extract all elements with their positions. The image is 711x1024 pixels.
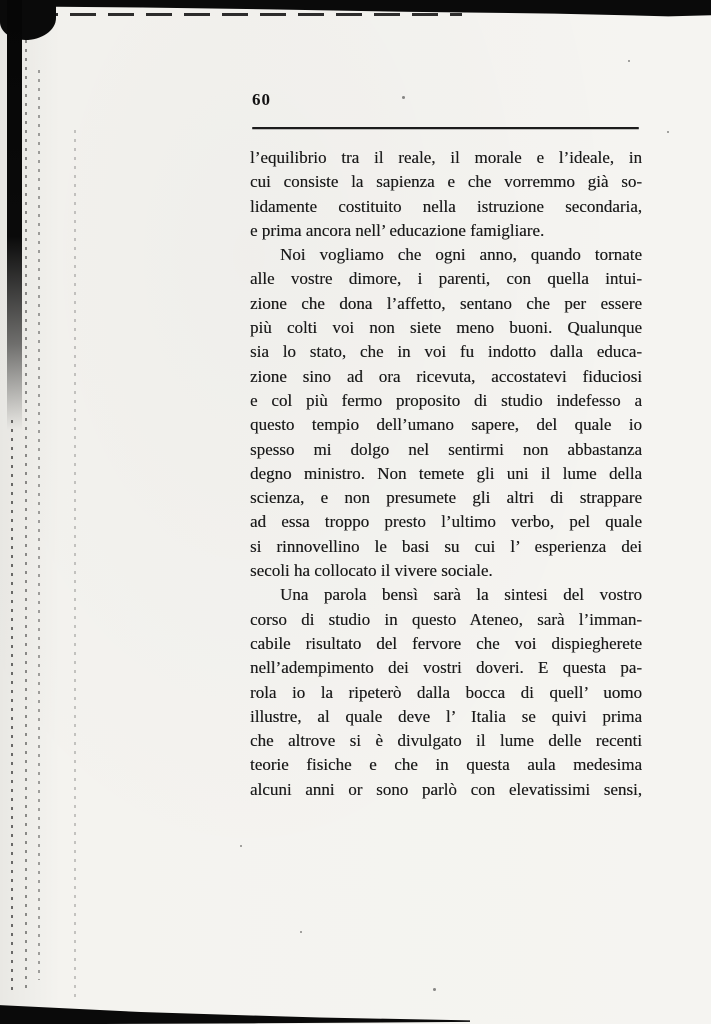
text-line: scienza, e non presumete gli altri di strappare xyxy=(250,488,642,508)
text-line: lidamente costituito nella istruzione secondaria, xyxy=(250,196,642,216)
noise-speck xyxy=(433,988,436,991)
noise-speck xyxy=(240,845,242,847)
text-line: cabile risultato del fervore che voi dispiegherete xyxy=(250,633,642,653)
text-line: l’equilibrio tra il reale, il morale e l’ideale, in xyxy=(250,148,642,167)
text-line: Una parola bensì sarà la sintesi del vostro xyxy=(280,585,642,605)
noise-speck xyxy=(402,96,405,99)
text-line: sia lo stato, che in voi fu indotto dalla educa- xyxy=(250,342,642,362)
scan-artifact-bottom-edge xyxy=(0,1001,470,1024)
text-line: teorie fisiche e che in questa aula medesima xyxy=(250,755,642,775)
text-line: che altrove si è divulgato il lume delle recenti xyxy=(250,731,642,751)
text-line: zione che dona l’affetto, sentano che per essere xyxy=(250,293,642,313)
text-line: cui consiste la sapienza e che vorremmo già so- xyxy=(250,172,642,192)
text-line: secoli ha collocato il vivere sociale. xyxy=(250,561,493,581)
text-line: si rinnovellino le basi su cui l’ esperienza dei xyxy=(250,536,642,556)
body-text xyxy=(250,146,642,802)
noise-speck xyxy=(667,131,669,133)
text-line: Noi vogliamo che ogni anno, quando tornate xyxy=(280,245,642,265)
text-line: ad essa troppo presto l’ultimo verbo, pel quale xyxy=(250,512,642,532)
text-line: spesso mi dolgo nel sentirmi non abbastanza xyxy=(250,439,642,459)
text-line: alcuni anni or sono parlò con elevatissimi sensi, xyxy=(250,779,642,799)
noise-speck xyxy=(300,931,302,933)
text-line: alle vostre dimore, i parenti, con quella intui- xyxy=(250,269,642,289)
noise-speck xyxy=(628,60,630,62)
scan-artifact-gutter-speckle-line xyxy=(11,420,13,995)
scan-artifact-gutter-speckle-line xyxy=(38,70,40,980)
scan-artifact-gutter-speckle-line xyxy=(74,130,76,1000)
scan-artifact-gutter-speckle-line xyxy=(25,40,27,990)
text-line: degno ministro. Non temete gli uni il lume della xyxy=(250,463,642,483)
page-number: 60 xyxy=(252,90,271,109)
text-line: e prima ancora nell’ educazione famigliare. xyxy=(250,220,545,240)
text-line: rola io la ripeterò dalla bocca di quell’ uomo xyxy=(250,682,642,702)
text-line: questo tempio dell’umano sapere, del quale io xyxy=(250,415,642,435)
text-line: nell’adempimento dei vostri doveri. E questa pa- xyxy=(250,658,642,678)
scan-artifact-binding-gutter xyxy=(7,0,22,430)
text-line: corso di studio in questo Ateneo, sarà l’imman- xyxy=(250,609,642,629)
text-line: zione sino ad ora ricevuta, accostatevi fiduciosi xyxy=(250,366,642,386)
text-line: illustre, al quale deve l’ Italia se quivi prima xyxy=(250,706,642,726)
text-line: più colti voi non siete meno buoni. Qualunque xyxy=(250,318,642,338)
header-rule xyxy=(252,127,639,129)
text-line: e col più fermo proposito di studio indefesso a xyxy=(250,390,642,410)
scan-artifact-top-edge-fragment xyxy=(32,13,462,16)
